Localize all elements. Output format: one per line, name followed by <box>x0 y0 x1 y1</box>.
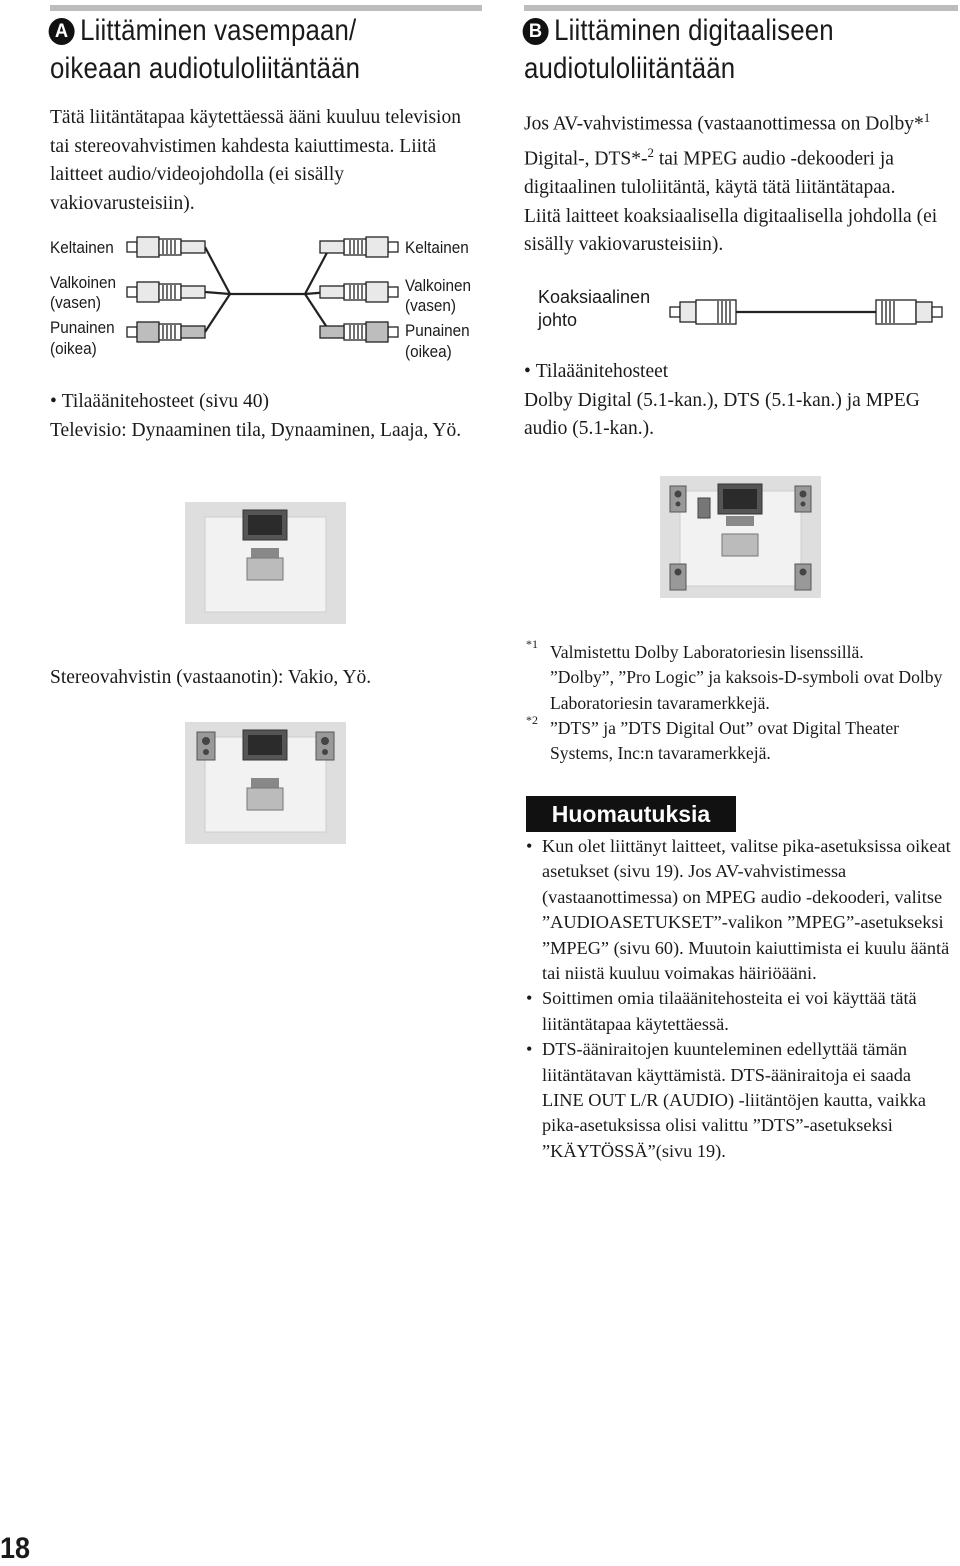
section-a-title <box>50 12 360 88</box>
room-illustration-tv <box>185 502 346 624</box>
footnote-ref-2: 2 <box>647 145 654 160</box>
label-white-left-1: Valkoinen <box>50 273 117 292</box>
section-b-bullets <box>524 358 954 444</box>
speaker-rear-left-icon <box>670 564 686 590</box>
section-b-title-line1: Liittäminen digitaaliseen <box>554 14 834 47</box>
footnote-ref-1: 1 <box>923 110 931 125</box>
bullet-dot: • <box>524 361 536 382</box>
footnote-2-text: ”DTS” ja ”DTS Digital Out” ovat Digital Theater Systems, Inc:n tavaramerkkejä. <box>550 717 900 764</box>
footnote-1-line1: Valmistettu Dolby Laboratoriesin lisenssillä. <box>550 642 864 662</box>
label-red-left-2: (oikea) <box>50 339 97 358</box>
av-cable-illustration <box>125 232 400 352</box>
footnote-1-mark: *1 <box>526 637 538 651</box>
center-speaker-icon <box>726 516 754 526</box>
rca-plug-left-yellow <box>127 237 205 257</box>
section-a-badge: A <box>49 18 75 45</box>
page-number: 18 <box>0 1532 31 1565</box>
speaker-right-icon <box>316 732 334 760</box>
coax-label-2: johto <box>538 310 578 330</box>
coax-cable-illustration <box>668 296 946 328</box>
section-a-tv-modes: Televisio: Dynaaminen tila, Dynaaminen, Laaja, Yö. <box>50 419 462 441</box>
notes-list <box>526 834 956 1164</box>
notes-heading: Huomautuksia <box>526 796 736 832</box>
footnote-1 <box>526 637 958 716</box>
section-b-formats: Dolby Digital (5.1-kan.), DTS (5.1-kan.) ja MPEG audio (5.1-kan.). <box>524 389 920 439</box>
section-a-bullet: Tilaäänitehosteet (sivu 40) <box>61 391 269 412</box>
note-item: • Kun olet liittänyt laitteet, valitse pika-asetuksissa oikeat asetukset (sivu 19). Jos AV-vahvistimessa (vastaanottimessa) on MPEG audio -dekooderi, valitse ”AUDIOASETUKSET”-valikon ”MPEG”-asetukseksi ”MPEG” (sivu 60). Muutoin kaiuttimista ei kuulu ääntä tai niistä kuuluu voimakas häiriöääni. <box>526 834 956 986</box>
section-a-top-rule <box>50 5 482 11</box>
label-yellow-right: Keltainen <box>405 238 469 257</box>
label-white-right-2: (vasen) <box>405 296 457 315</box>
section-b-top-rule <box>524 5 958 11</box>
section-b-bullet: Tilaäänitehosteet <box>535 361 669 382</box>
footnote-2-mark: *2 <box>526 712 538 727</box>
section-b-p1c: tai MPEG audio -dekooderi ja digitaalinen tuloliitäntä, käytä tätä liitäntätapaa. <box>524 148 896 198</box>
label-white-right-1: Valkoinen <box>405 276 472 295</box>
subwoofer-icon <box>698 498 710 518</box>
footnotes <box>526 637 958 766</box>
section-a-amp-modes: Stereovahvistin (vastaanotin): Vakio, Yö. <box>50 667 372 688</box>
speaker-left-icon <box>197 732 215 760</box>
section-b-p2: Liitä laitteet koaksiaalisella digitaalisella johdolla (ei sisälly vakiovarusteisiin). <box>524 205 938 255</box>
section-b-title <box>524 12 834 88</box>
section-b-paragraphs <box>524 104 954 260</box>
section-b-title-line2: audiotuloliitäntään <box>524 52 736 85</box>
footnote-2 <box>526 712 958 767</box>
label-white-left-2: (vasen) <box>50 293 102 312</box>
section-b-badge: B <box>523 18 549 45</box>
section-a-bullets <box>50 388 482 445</box>
section-a-title-line2: oikeaan audiotuloliitäntään <box>50 52 361 85</box>
note-item: • Soittimen omia tilaäänitehosteita ei voi käyttää tätä liitäntätapaa käytettäessä. <box>526 986 956 1037</box>
footnote-1-line2: ”Dolby”, ”Pro Logic” ja kaksois-D-symboli ovat Dolby Laboratoriesin tavaramerkkejä. <box>550 667 943 713</box>
section-b-p1b: Digital-, DTS*- <box>524 148 648 170</box>
bullet-dot: • <box>50 391 62 412</box>
room-illustration-stereo <box>185 722 346 844</box>
speaker-rear-right-icon <box>795 564 811 590</box>
label-red-right-2: (oikea) <box>405 342 452 361</box>
label-yellow-left: Keltainen <box>50 238 114 257</box>
label-red-right-1: Punainen <box>405 321 470 340</box>
room-illustration-surround <box>660 476 821 598</box>
speaker-front-right-icon <box>795 486 811 512</box>
section-a-intro: Tätä liitäntätapaa käytettäessä ääni kuuluu television tai stereovahvistimen kahdesta kaiuttimesta. Liitä laitteet audio/videojohdolla (ei sisälly vakiovarusteisiin). <box>50 107 461 214</box>
speaker-front-left-icon <box>670 486 686 512</box>
section-a-title-line1: Liittäminen vasempaan/ <box>80 14 357 47</box>
coax-label-1: Koaksiaalinen <box>538 287 651 307</box>
label-red-left-1: Punainen <box>50 318 115 337</box>
section-b-p1a: Jos AV-vahvistimessa (vastaanottimessa on Dolby* <box>524 113 924 135</box>
note-item: • DTS-ääniraitojen kuunteleminen edellyttää tämän liitäntätavan käyttämistä. DTS-ääniraitoja ei saada LINE OUT L/R (AUDIO) -liitäntöjen kautta, vaikka pika-asetuksissa olisi valittu ”DTS”-asetukseksi ”KÄYTÖSSÄ”(sivu 19). <box>526 1037 956 1164</box>
